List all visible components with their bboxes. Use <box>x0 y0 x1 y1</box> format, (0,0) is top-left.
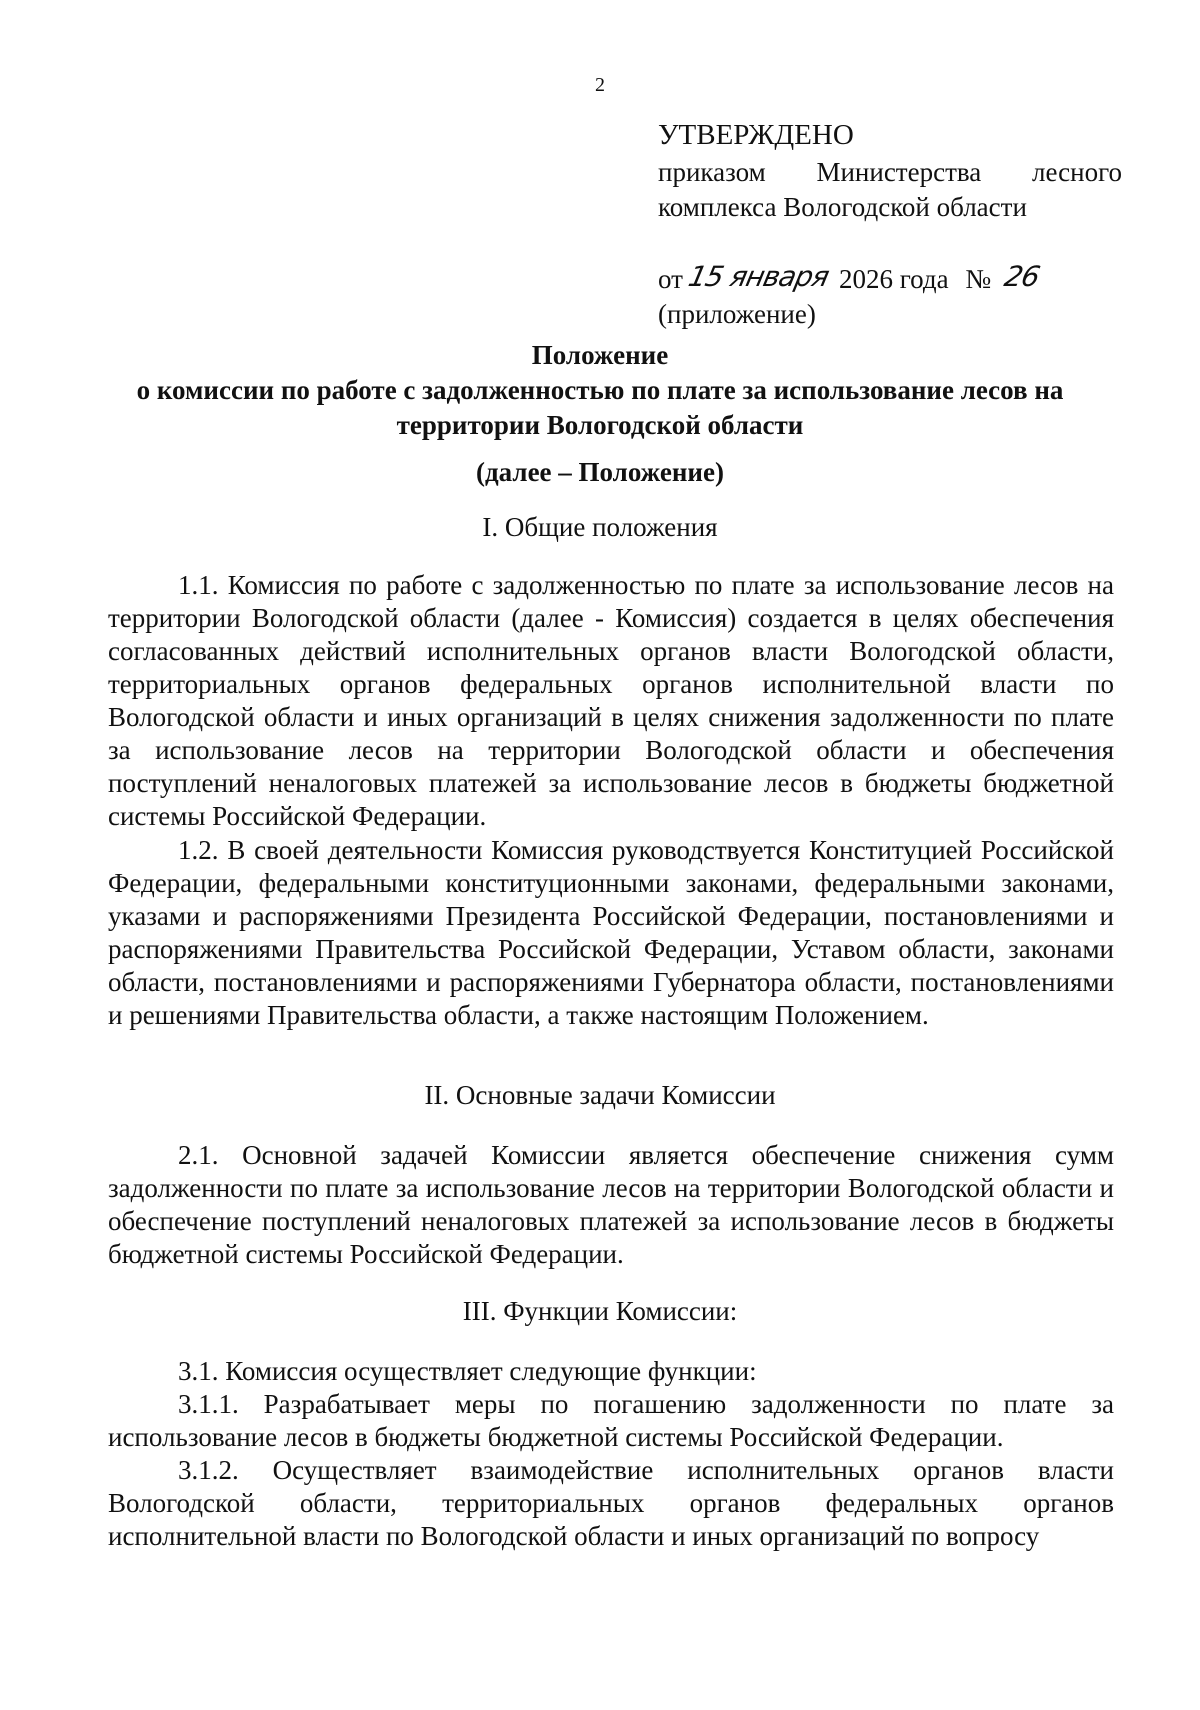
date-year: 2026 года <box>838 264 949 294</box>
page-number: 2 <box>595 74 605 96</box>
handwritten-date: 15 января <box>685 260 832 293</box>
title-line-2: о комиссии по работе с задолженностью по плате за использование лесов на <box>136 375 1064 405</box>
approval-stamp-block <box>658 118 1122 332</box>
paragraph-1-1: 1.1. Комиссия по работе с задолженностью по плате за использование лесов на территории Вологодской области (далее - Комиссия) создается в целях обеспечения согласованных действий исполнительных органов власти Вологодской области, территориальных органов федеральных органов исполнительной власти по Вологодской области и иных организаций в целях снижения задолженности по плате за использование лесов на территории Вологодской области и обеспечения поступлений неналоговых платежей за использование лесов в бюджеты бюджетной системы Российской Федерации. <box>108 570 1114 831</box>
section-3-heading: III. Функции Комиссии: <box>462 1296 738 1326</box>
approval-date-line <box>658 259 1122 297</box>
approval-line-2: комплекса Вологодской области <box>658 192 1027 222</box>
number-prefix: № <box>965 264 992 294</box>
handwritten-number: 26 <box>1001 260 1043 293</box>
section-2-heading: II. Основные задачи Комиссии <box>424 1080 776 1110</box>
approval-line-1: приказом Министерства лесного <box>658 157 1122 187</box>
title-line-1: Положение <box>531 340 669 370</box>
approval-appendix: (приложение) <box>658 299 816 329</box>
section-1-heading: I. Общие положения <box>482 512 718 542</box>
approval-title: УТВЕРЖДЕНО <box>658 119 854 151</box>
paragraph-3-1-2: 3.1.2. Осуществляет взаимодействие исполнительных органов власти Вологодской области, территориальных органов федеральных органов исполнительной власти по Вологодской области и иных организаций по вопросу <box>108 1455 1114 1551</box>
date-prefix: от <box>658 264 683 294</box>
title-line-3: территории Вологодской области <box>396 410 804 440</box>
paragraph-1-2: 1.2. В своей деятельности Комиссия руководствуется Конституцией Российской Федерации, федеральными конституционными законами, федеральными законами, указами и распоряжениями Президента Российской Федерации, постановлениями и распоряжениями Правительства Российской Федерации, Уставом области, законами области, постановлениями и распоряжениями Губернатора области, постановлениями и решениями Правительства области, а также настоящим Положением. <box>108 835 1114 1030</box>
document-title <box>100 338 1100 443</box>
paragraph-2-1: 2.1. Основной задачей Комиссии является обеспечение снижения сумм задолженности по плате за использование лесов на территории Вологодской области и обеспечение поступлений неналоговых платежей за использование лесов в бюджеты бюджетной системы Российской Федерации. <box>108 1140 1114 1269</box>
paragraph-3-1: 3.1. Комиссия осуществляет следующие функции: <box>178 1356 757 1386</box>
paragraph-3-1-1: 3.1.1. Разрабатывает меры по погашению задолженности по плате за использование лесов в бюджеты бюджетной системы Российской Федерации. <box>108 1389 1114 1452</box>
document-subtitle: (далее – Положение) <box>476 457 724 487</box>
